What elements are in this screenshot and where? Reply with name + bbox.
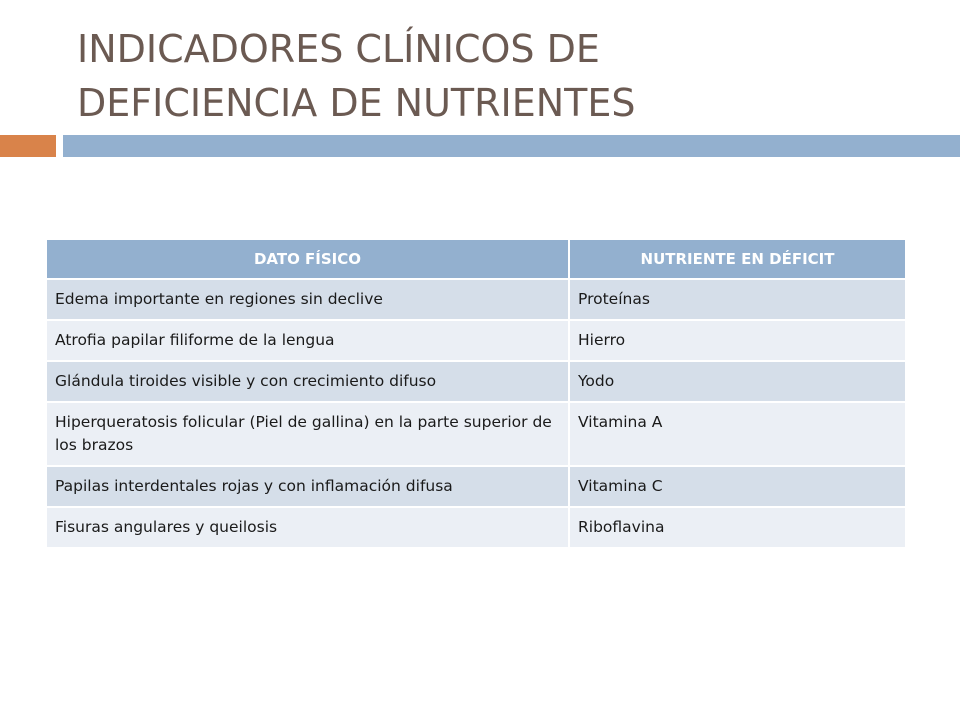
cell-nutriente: Vitamina C — [568, 467, 905, 506]
header-dato-fisico: DATO FÍSICO — [47, 240, 568, 278]
title-line-2: DEFICIENCIA DE NUTRIENTES — [77, 81, 636, 125]
cell-dato-fisico: Papilas interdentales rojas y con inflamación difusa — [47, 467, 568, 506]
table-row — [47, 280, 905, 319]
header-nutriente-deficit: NUTRIENTE EN DÉFICIT — [568, 240, 905, 278]
cell-nutriente: Yodo — [568, 362, 905, 401]
cell-nutriente: Riboflavina — [568, 508, 905, 547]
accent-bar-blue — [63, 135, 960, 157]
cell-dato-fisico: Edema importante en regiones sin declive — [47, 280, 568, 319]
cell-dato-fisico: Hiperqueratosis folicular (Piel de gallina) en la parte superior de los brazos — [47, 403, 568, 465]
slide-title — [77, 22, 937, 130]
accent-bar-orange — [0, 135, 56, 157]
table-row — [47, 403, 905, 465]
table-row — [47, 467, 905, 506]
cell-dato-fisico: Fisuras angulares y queilosis — [47, 508, 568, 547]
table-row — [47, 321, 905, 360]
table-header-row — [47, 240, 905, 278]
cell-nutriente: Vitamina A — [568, 403, 905, 465]
nutrient-deficiency-table — [47, 238, 905, 549]
nutrient-table-container — [47, 238, 905, 549]
cell-dato-fisico: Glándula tiroides visible y con crecimiento difuso — [47, 362, 568, 401]
cell-dato-fisico: Atrofia papilar filiforme de la lengua — [47, 321, 568, 360]
cell-nutriente: Proteínas — [568, 280, 905, 319]
table-row — [47, 362, 905, 401]
table-row — [47, 508, 905, 547]
title-line-1: INDICADORES CLÍNICOS DE — [77, 27, 600, 71]
cell-nutriente: Hierro — [568, 321, 905, 360]
